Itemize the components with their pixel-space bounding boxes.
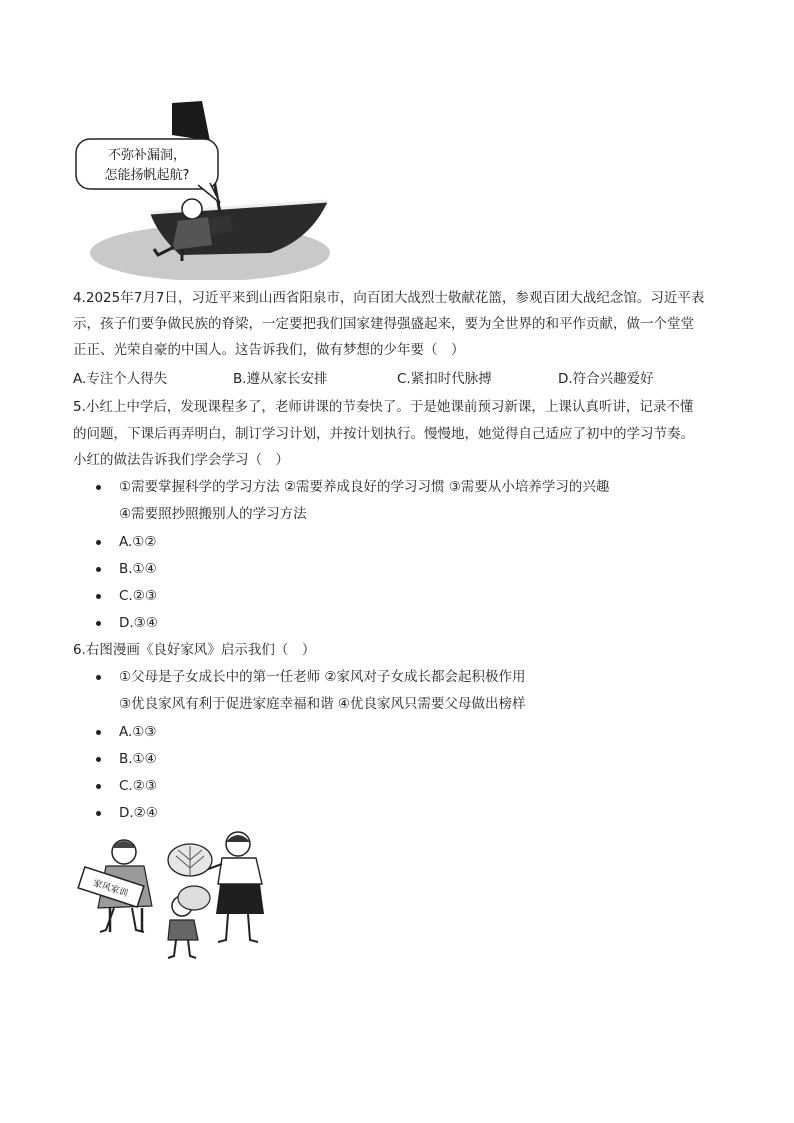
bullet-icon: [96, 675, 101, 680]
bullet-icon: [96, 621, 101, 626]
family-cartoon-illustration: [72, 828, 297, 960]
q5-option-b-label: B.①④: [119, 561, 157, 577]
q6-option-a-label: A.①③: [119, 724, 157, 740]
q5-option-c-label: C.②③: [119, 588, 157, 604]
mother-blouse: [218, 858, 262, 884]
bullet-icon: [96, 757, 101, 762]
q5-option-a-label: A.①②: [119, 534, 157, 550]
bullet-icon: [96, 730, 101, 735]
q5-line-1: 5.小红上中学后，发现课程多了，老师讲课的节奏快了。于是她课前预习新课，上课认真听讲，记录不懂: [73, 399, 694, 415]
child-legs: [168, 940, 196, 958]
sailor-body: [172, 217, 212, 250]
q5-option-d-label: D.③④: [119, 615, 158, 631]
q6-stem: 6.右图漫画《良好家风》启示我们（ ）: [73, 642, 316, 658]
q5-line-3: 小红的做法告诉我们学会学习（ ）: [73, 452, 289, 468]
child-leaf-fan: [178, 886, 210, 910]
q4-option-a[interactable]: A.专注个人得失: [73, 371, 168, 387]
q5-statements-line-2: ④需要照抄照搬别人的学习方法: [119, 506, 307, 522]
q6-statements-line-2: ③优良家风有利于促进家庭幸福和谐 ④优良家风只需要父母做出榜样: [119, 696, 526, 712]
speech-line-1: 不弥补漏洞，: [107, 148, 187, 163]
bullet-icon: [96, 485, 101, 490]
q4-options: [73, 367, 723, 391]
q6-option-c-label: C.②③: [119, 778, 157, 794]
q5-statements-line-1: ①需要掌握科学的学习方法 ②需要养成良好的学习习惯 ③需要从小培养学习的兴趣: [119, 479, 610, 495]
stool: [110, 908, 142, 932]
q4-line-2: 示，孩子们要争做民族的脊梁，一定要把我们国家建得强盛起来，要为全世界的和平作贡献，做一个堂堂: [73, 316, 694, 332]
bullet-icon: [96, 811, 101, 816]
q4-option-c[interactable]: C.紧扣时代脉搏: [397, 371, 492, 387]
q4-line-1: 4.2025年7月7日，习近平来到山西省阳泉市，向百团大战烈士敬献花篮，参观百团大战纪念馆。习近平表: [73, 290, 705, 306]
grandmother-legs: [100, 908, 144, 932]
q5-line-2: 的问题，下课后再弄明白，制订学习计划，并按计划执行。慢慢地，她觉得自己适应了初中的学习节奏。: [73, 426, 694, 442]
bullet-icon: [96, 540, 101, 545]
q6-option-b-label: B.①④: [119, 751, 157, 767]
mother-legs: [218, 914, 258, 942]
child-body: [168, 920, 198, 940]
q6-statements-line-1: ①父母是子女成长中的第一任老师 ②家风对子女成长都会起积极作用: [119, 669, 526, 685]
mother-skirt: [216, 884, 264, 914]
q4-line-3: 正正、光荣自豪的中国人。这告诉我们，做有梦想的少年要（ ）: [73, 342, 465, 358]
family-motto-text: 家风家训: [91, 878, 130, 900]
q4-option-d[interactable]: D.符合兴趣爱好: [558, 371, 654, 387]
bullet-icon: [96, 594, 101, 599]
speech-line-2: 怎能扬帆起航?: [104, 168, 190, 183]
boat-cartoon-illustration: [70, 95, 335, 280]
bullet-icon: [96, 784, 101, 789]
flag: [172, 101, 210, 141]
bullet-icon: [96, 567, 101, 572]
q6-option-d-label: D.②④: [119, 805, 158, 821]
q4-option-b[interactable]: B.遵从家长安排: [233, 371, 328, 387]
grandmother-hair: [112, 841, 136, 848]
sailor-head: [182, 199, 202, 219]
